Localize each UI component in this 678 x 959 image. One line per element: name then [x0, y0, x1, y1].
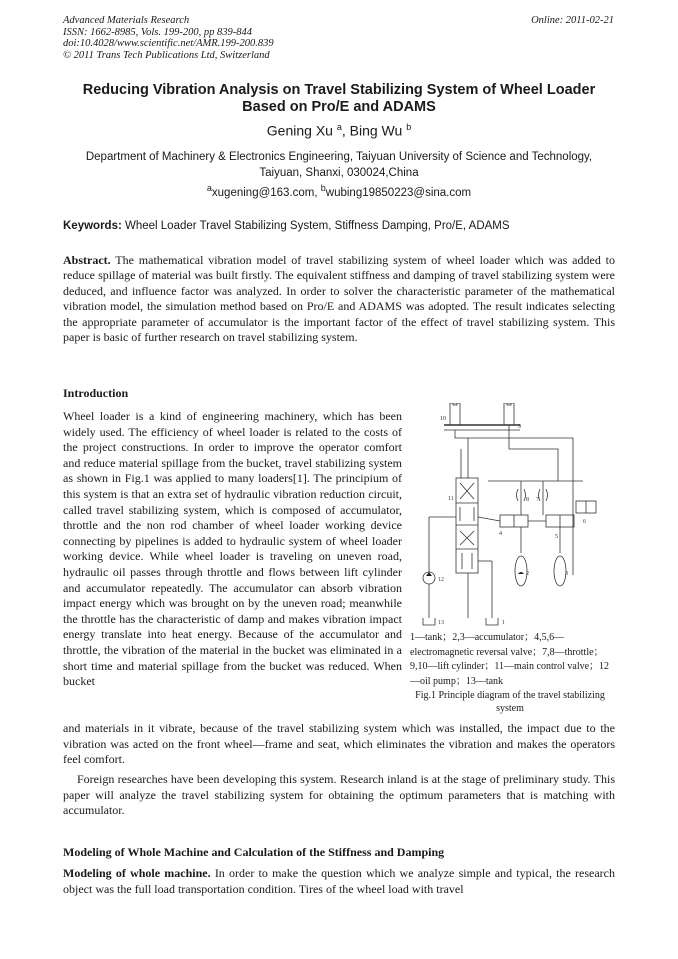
modeling-sublabel: Modeling of whole machine.	[63, 866, 211, 880]
author-emails	[63, 183, 615, 199]
affiliation: Department of Machinery & Electronics Engineering, Taiyuan University of Science and Technology, Taiyuan, Shanxi, 030024,China	[85, 151, 593, 179]
email-superscript: a	[206, 183, 212, 193]
fig-label-7: 7	[536, 497, 539, 503]
fig-label-3: 3	[565, 571, 568, 577]
online-date: Online: 2011-02-21	[531, 15, 614, 26]
fig-label-10: 10	[440, 416, 446, 422]
fig-label-5: 5	[555, 534, 558, 540]
email-a: xugening@163.com,	[211, 186, 321, 199]
abstract	[63, 253, 615, 345]
fig-label-1: 1	[502, 620, 505, 626]
intro-paragraph-foreign: Foreign researches have been developing this system. Research inland is at the stage of preliminary study. This paper will analyze the travel stabilizing system for obtaining the optimum parameters that is matching with accumulator.	[63, 772, 615, 818]
tank-13	[423, 618, 435, 625]
lift-cylinder-9	[504, 403, 514, 425]
author-name: Gening Xu	[266, 122, 333, 139]
fig-label-6: 6	[583, 519, 586, 525]
email-b: wubing19850223@sina.com	[325, 186, 472, 199]
fig-label-2: 2	[526, 571, 529, 577]
fig-label-9: 9	[518, 424, 521, 430]
journal-name: Advanced Materials Research	[63, 15, 190, 26]
journal-copyright: © 2011 Trans Tech Publications Ltd, Switzerland	[63, 49, 270, 61]
author-superscript: b	[406, 122, 412, 132]
journal-issn: ISSN: 1662-8985, Vols. 199-200, pp 839-844	[63, 26, 252, 38]
keywords	[63, 220, 615, 232]
section-heading-introduction: Introduction	[63, 386, 129, 400]
author-separator: ,	[341, 122, 350, 139]
keywords-text: Wheel Loader Travel Stabilizing System, Stiffness Damping, Pro/E, ADAMS	[121, 220, 510, 232]
abstract-text: The mathematical vibration model of travel stabilizing system of wheel loader which was added to reduce spillage of material was built firstly. The equivalent stiffness and damping of travel stabilizing system were deduced, and influence factor was analyzed. In order to solver the characteristic parameter of the mathematical vibration model, the simulation method based on Pro/E and ADAMS was adopted. The result indicates selecting the appropriate parameter of accumulator is the important factor of the effect of travel stabilizing system. This paper is basic of further research on travel stabilizing system.	[63, 253, 615, 345]
author-line	[63, 122, 615, 139]
abstract-label: Abstract.	[63, 253, 111, 267]
lift-cylinder-10	[450, 403, 460, 425]
keywords-label: Keywords:	[63, 220, 122, 232]
fig-label-4: 4	[499, 531, 502, 537]
fig-label-11: 11	[448, 496, 454, 502]
figure-legend: 1—tank；2,3—accumulator；4,5,6—electromagnetic reversal valve；7,8—throttle；9,10—lift cylinder；11—main control valve；12—oil pump；13—tank	[410, 632, 610, 687]
intro-paragraph-continued: and materials in it vibrate, because of the travel stabilizing system which was installed, the impact due to the vibration was acted on the front wheel—frame and seat, which eliminates the vibration and makes the operators feel comfort.	[63, 721, 615, 767]
paper-title: Reducing Vibration Analysis on Travel Stabilizing System of Wheel Loader Based on Pro/E and ADAMS	[82, 82, 596, 115]
tank-1	[486, 618, 498, 625]
fig-label-12: 12	[438, 577, 444, 583]
author-superscript: a	[336, 122, 342, 132]
section-heading-modeling: Modeling of Whole Machine and Calculation of the Stiffness and Damping	[63, 845, 445, 859]
fig-label-8: 8	[526, 497, 529, 503]
modeling-paragraph	[63, 866, 615, 897]
main-control-valve	[456, 478, 478, 573]
modeling-text: In order to make the question which we analyze simple and typical, the research object was the full load transportation condition. Tires of the wheel load with travel	[63, 866, 615, 896]
journal-doi: doi:10.4028/www.scientific.net/AMR.199-200.839	[63, 38, 274, 49]
email-superscript: b	[320, 183, 326, 193]
author-name: Bing Wu	[349, 122, 403, 139]
intro-paragraph: Wheel loader is a kind of engineering machinery, which has been widely used. The efficiency of wheel loader is related to the costs of the project constructions. In order to improve the operator comfort and reduce material spillage from the bucket, travel stabilizing system as shown in Fig.1 was applied to many loaders[1]. The principium of this system is that an extra set of hydraulic vibration reduction circuit, called travel stabilizing system, which is composed of accumulator, throttle and the non rod chamber of wheel loader working device connecting by pipelines is added to hydraulic system of wheel loader working device. While wheel loader is traveling on uneven road, hydraulic oil passes through throttle and flows between lift cylinder and accumulator repeatedly. The accumulator can absorb vibration impact energy which was brought on by the uneven road; meanwhile the throttle has the characteristic of damp and makes vibration impact energy translate into heat energy. Because of the accumulator and throttle, the vibration of the material in the bucket was eliminated in a short time and material spillage from the bucket was reduced. When bucket	[63, 409, 402, 689]
fig-label-13: 13	[438, 620, 444, 626]
journal-header	[63, 15, 274, 61]
figure-caption: Fig.1 Principle diagram of the travel stabilizing system	[415, 690, 605, 714]
hydraulic-diagram-figure	[408, 403, 608, 630]
